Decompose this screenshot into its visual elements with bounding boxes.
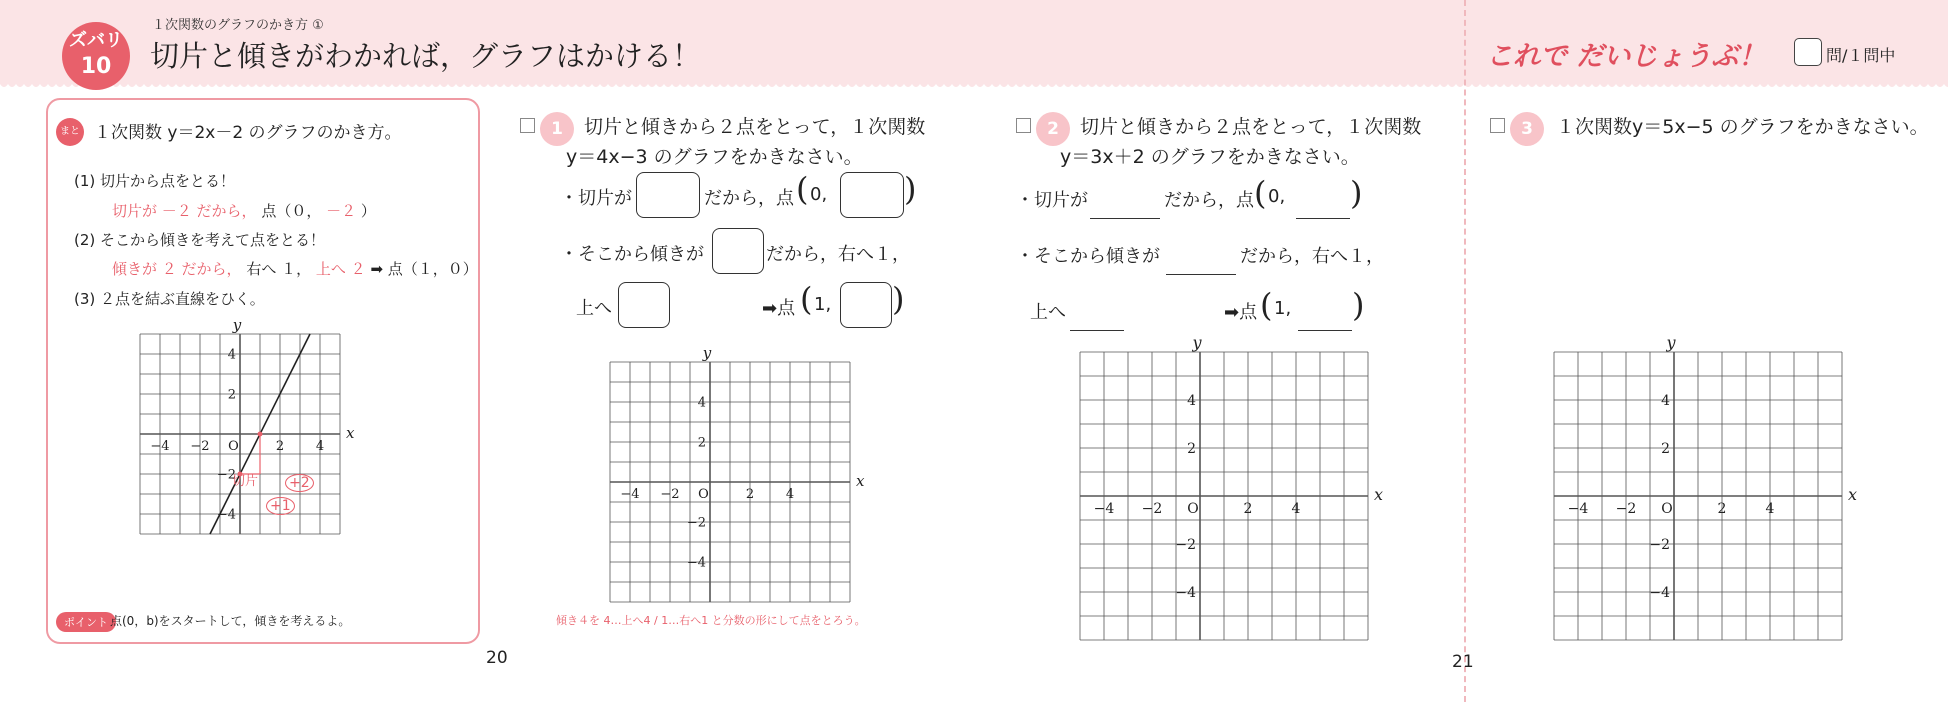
step1-point-value: －２ (326, 202, 357, 220)
q1-up-answer-box[interactable] (618, 282, 670, 328)
x-tick-label: −4 (150, 439, 170, 454)
y-tick-label: 4 (697, 395, 706, 411)
x-tick-label: −2 (660, 487, 680, 502)
q1-slope-answer-box[interactable] (712, 228, 764, 274)
x-tick-label: 2 (275, 439, 285, 454)
q1-step2-rest: だから，右へ１， (766, 244, 910, 265)
origin-label: O (1661, 501, 1673, 517)
step1-point-close: ） (360, 202, 376, 220)
q2-step1-label: ・切片が (1016, 190, 1088, 211)
badge-line2: 10 (80, 54, 112, 79)
x-tick-label: −2 (1615, 501, 1637, 517)
x-tick-label: −4 (1093, 501, 1115, 517)
summary-step2: (2) そこから傾きを考えて点をとる！ (74, 231, 326, 249)
step2-up: 上へ ２ (315, 260, 366, 278)
x-tick-label: 4 (1291, 501, 1301, 517)
q3-number: 3 (1510, 112, 1544, 146)
origin-label: O (228, 439, 239, 454)
q2-step1-x: 0, (1268, 186, 1286, 207)
x-axis-label: x (1848, 485, 1858, 504)
y-tick-label: −2 (686, 515, 706, 531)
q1-step1-x: 0, (810, 184, 828, 205)
q2-text-line1: 切片と傾きから２点をとって，１次関数 (1080, 116, 1422, 138)
y-tick-label: −4 (686, 555, 706, 571)
header-wave-edge (0, 78, 1948, 90)
q1-text-line1: 切片と傾きから２点をとって，１次関数 (584, 116, 926, 138)
x-tick-label: −2 (190, 439, 210, 454)
q2-paren-close-2: ) (1352, 286, 1365, 324)
q1-step3-x: 1, (814, 294, 832, 315)
q2-intercept-blank[interactable] (1090, 218, 1160, 219)
y-tick-label: 2 (697, 435, 706, 451)
summary-tag: まとめ (56, 118, 84, 146)
y-axis-label: y (1666, 333, 1676, 352)
q1-step3-arrow: ➡点 (762, 298, 796, 319)
q2-step3-arrow: ➡点 (1224, 302, 1258, 323)
graph-note-up: +2 (285, 474, 314, 492)
badge-line1: ズバリ (69, 30, 123, 51)
point-label: ポイント (56, 612, 116, 632)
x-tick-label: −4 (620, 487, 640, 502)
q2-checkbox[interactable] (1016, 118, 1031, 133)
q1-step2-label: ・そこから傾きが (560, 244, 704, 265)
y-tick-label: −4 (1175, 584, 1196, 601)
x-tick-label: 4 (785, 487, 795, 502)
q1-paren-open-2: ( (800, 280, 813, 318)
y-tick-label: 2 (1187, 440, 1196, 457)
summary-heading: １次関数 y＝2x－2 のグラフのかき方。 (94, 123, 402, 143)
score-checkbox[interactable] (1794, 38, 1822, 66)
q2-slope-blank[interactable] (1166, 274, 1236, 275)
x-tick-label: −4 (1567, 501, 1589, 517)
step2-slope-text: 傾きが ２ だから， (112, 260, 242, 278)
q1-checkbox[interactable] (520, 118, 535, 133)
page-divider (1464, 0, 1466, 702)
q1-paren-open-1: ( (796, 170, 809, 208)
point-text: 点(0，b)をスタートして，傾きを考えるよ。 (110, 614, 351, 628)
q3-checkbox[interactable] (1490, 118, 1505, 133)
step1-intercept-text: 切片が －２ だから， (112, 202, 257, 220)
summary-step3: (3) ２点を結ぶ直線をひく。 (74, 290, 265, 308)
y-axis-label: y (1192, 333, 1202, 352)
summary-step1: (1) 切片から点をとる！ (74, 172, 236, 190)
x-tick-label: 2 (745, 487, 755, 502)
y-axis-label: y (232, 316, 242, 334)
lesson-title: 切片と傾きがわかれば，グラフはかける！ (150, 39, 702, 73)
check-section-title: これで だいじょうぶ！ (1486, 41, 1766, 72)
x-tick-label: −2 (1141, 501, 1163, 517)
q2-step2-label: ・そこから傾きが (1016, 246, 1160, 267)
y-tick-label: −4 (1649, 584, 1670, 601)
y-tick-label: 4 (1187, 392, 1196, 409)
y-tick-label: −2 (1649, 536, 1670, 553)
lesson-subtitle: １次関数のグラフのかき方 ① (152, 18, 324, 33)
x-axis-label: x (346, 424, 355, 442)
q1-intercept-answer-box[interactable] (636, 172, 700, 218)
q2-number: 2 (1036, 112, 1070, 146)
step2-point: ➡ 点（１，０） (370, 260, 478, 278)
y-tick-label: 2 (227, 387, 236, 403)
q1-step1-middle: だから，点 (704, 188, 794, 209)
x-axis-label: x (1374, 485, 1384, 504)
page-number-left: 20 (486, 648, 508, 668)
y-tick-label: −2 (216, 467, 236, 483)
q2-step3-up: 上へ (1030, 302, 1066, 323)
summary-step1-detail (112, 200, 376, 221)
q2-step3-x: 1, (1274, 298, 1292, 319)
y-axis-label: y (702, 344, 712, 362)
q1-graph (590, 338, 865, 606)
x-tick-label: 4 (1765, 501, 1775, 517)
origin-label: O (1187, 501, 1199, 517)
q1-text-line2: y＝4x−3 のグラフをかきなさい。 (566, 146, 863, 168)
q1-step3-up: 上へ (576, 298, 612, 319)
summary-step2-detail (112, 258, 478, 279)
graph-note-right: +1 (266, 497, 295, 515)
x-tick-label: 2 (1243, 501, 1253, 517)
y-tick-label: 4 (227, 347, 236, 363)
x-tick-label: 2 (1717, 501, 1727, 517)
q2-up-blank[interactable] (1070, 330, 1124, 331)
q2-paren-close-1: ) (1350, 174, 1363, 212)
q2-step1-middle: だから，点 (1164, 190, 1254, 211)
q1-hint: 傾き４を 4…上へ4 / 1…右へ1 と分数の形にして点をとろう。 (556, 614, 866, 627)
q1-point2-y-answer-box[interactable] (840, 282, 892, 328)
y-tick-label: 2 (1661, 440, 1670, 457)
q1-step1-label: ・切片が (560, 188, 632, 209)
summary-graph (120, 318, 410, 580)
step2-right: 右へ １， (246, 260, 312, 278)
q3-text: １次関数y＝5x−5 のグラフをかきなさい。 (1556, 116, 1929, 138)
page-number-right: 21 (1452, 652, 1474, 672)
q1-paren-close-1: ) (904, 170, 917, 208)
q2-point1-y-blank[interactable] (1296, 218, 1350, 219)
step1-point-open: 点（０， (261, 202, 322, 220)
q2-paren-open-2: ( (1260, 286, 1273, 324)
q1-number: 1 (540, 112, 574, 146)
q2-step2-rest: だから，右へ１， (1240, 246, 1384, 267)
q2-text-line2: y＝3x＋2 のグラフをかきなさい。 (1060, 146, 1360, 168)
q1-point1-y-answer-box[interactable] (840, 172, 904, 218)
zubari-badge (62, 22, 130, 90)
q1-paren-close-2: ) (892, 280, 905, 318)
q3-graph (1534, 332, 1858, 644)
x-axis-label: x (856, 472, 865, 490)
y-tick-label: −4 (216, 507, 236, 523)
score-text: 問/１問中 (1826, 46, 1896, 65)
q2-graph (1060, 332, 1384, 644)
origin-label: O (698, 487, 709, 502)
x-tick-label: 4 (315, 439, 325, 454)
y-tick-label: 4 (1661, 392, 1670, 409)
q2-point2-y-blank[interactable] (1298, 330, 1352, 331)
y-tick-label: −2 (1175, 536, 1196, 553)
graph-note-intercept: 切片 (232, 474, 259, 489)
q2-paren-open-1: ( (1254, 174, 1267, 212)
